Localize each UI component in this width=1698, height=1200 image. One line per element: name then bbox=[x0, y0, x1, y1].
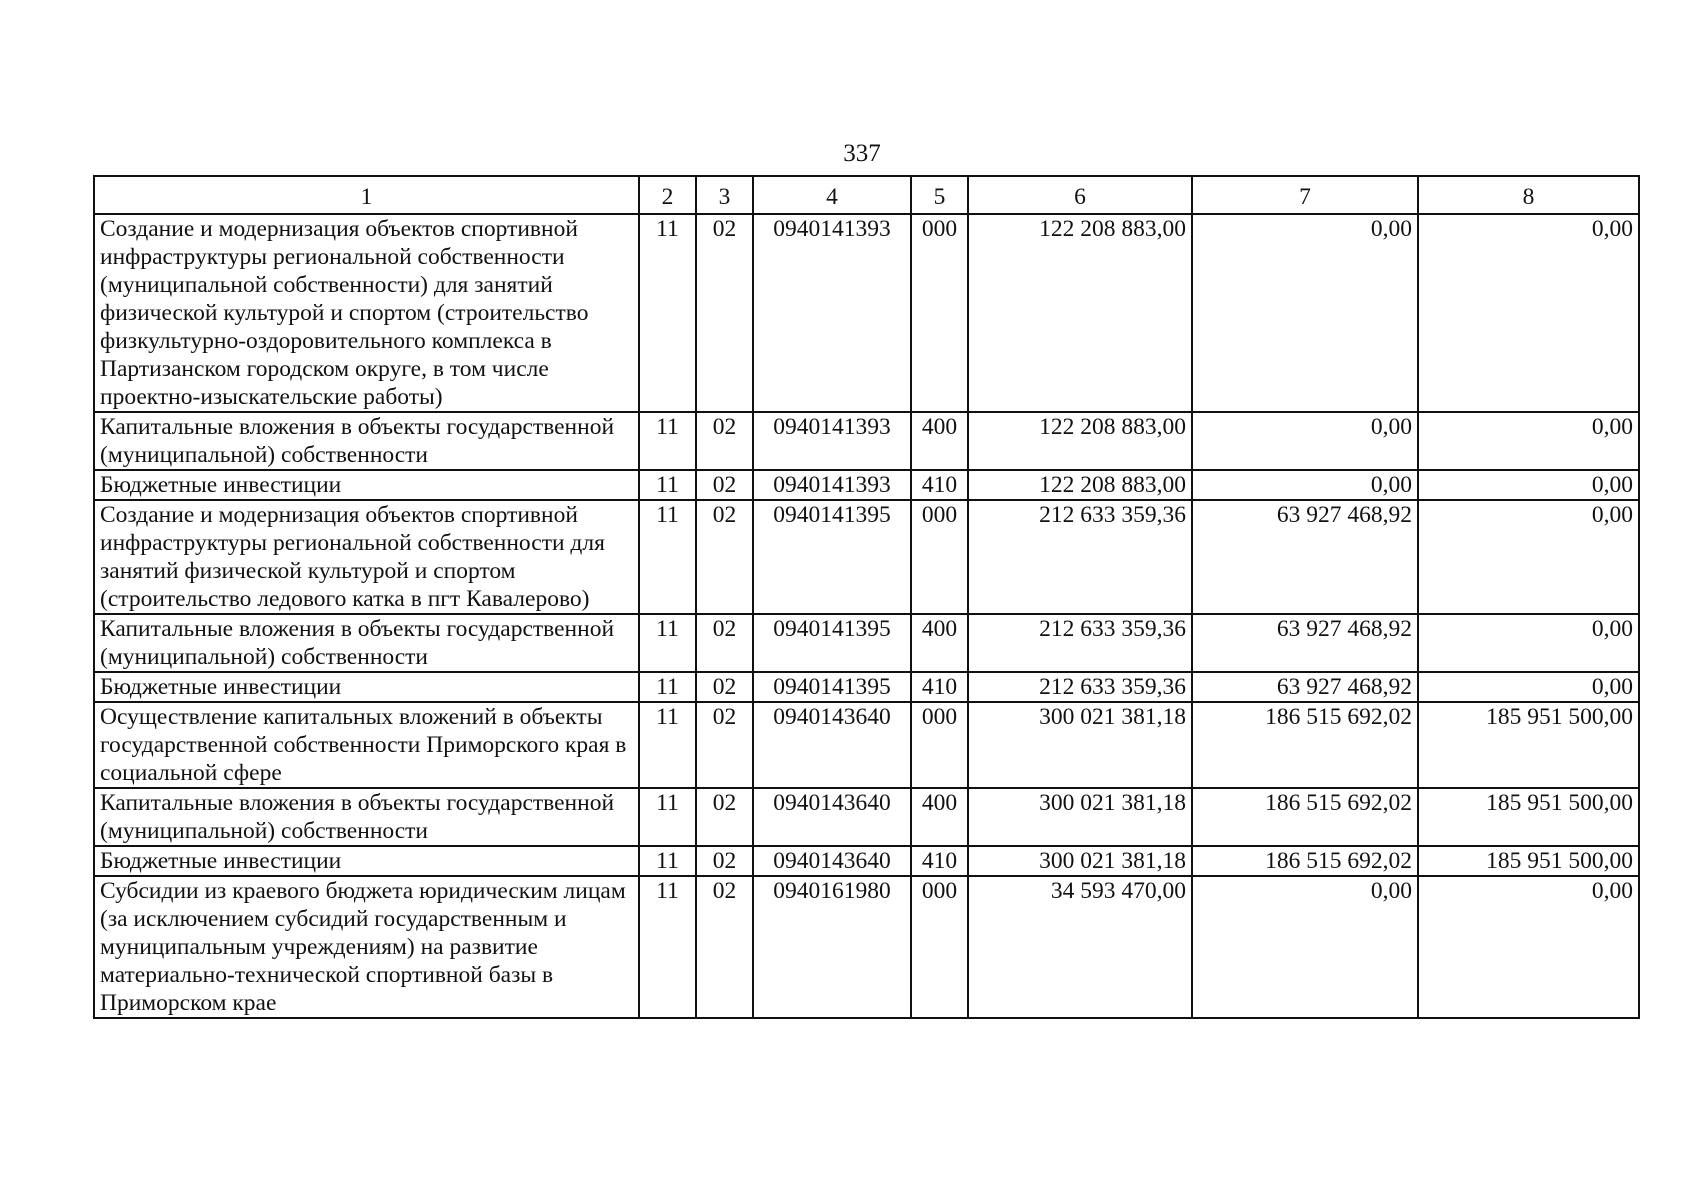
amount-column-7: 0,00 bbox=[1192, 412, 1418, 470]
section-code: 11 bbox=[639, 702, 696, 788]
section-code: 11 bbox=[639, 672, 696, 702]
column-header-2: 2 bbox=[639, 176, 696, 214]
section-code: 11 bbox=[639, 500, 696, 614]
expense-type-code: 410 bbox=[911, 672, 968, 702]
column-header-6: 6 bbox=[968, 176, 1192, 214]
subsection-code: 02 bbox=[696, 500, 753, 614]
amount-column-7: 63 927 468,92 bbox=[1192, 672, 1418, 702]
subsection-code: 02 bbox=[696, 672, 753, 702]
target-article-code: 0940141395 bbox=[753, 500, 911, 614]
subsection-code: 02 bbox=[696, 876, 753, 1018]
amount-column-7: 186 515 692,02 bbox=[1192, 846, 1418, 876]
section-code: 11 bbox=[639, 214, 696, 412]
subsection-code: 02 bbox=[696, 788, 753, 846]
amount-column-6: 300 021 381,18 bbox=[968, 702, 1192, 788]
section-code: 11 bbox=[639, 876, 696, 1018]
table-row bbox=[94, 214, 1639, 412]
amount-column-8: 185 951 500,00 bbox=[1418, 702, 1639, 788]
amount-column-8: 0,00 bbox=[1418, 470, 1639, 500]
expense-type-code: 000 bbox=[911, 702, 968, 788]
row-name: Создание и модернизация объектов спортивной инфраструктуры региональной собственности для занятий физической культурой и спортом (строительство ледового катка в пгт Кавалерово) bbox=[94, 500, 639, 614]
amount-column-7: 0,00 bbox=[1192, 214, 1418, 412]
amount-column-8: 185 951 500,00 bbox=[1418, 846, 1639, 876]
expense-type-code: 410 bbox=[911, 846, 968, 876]
table-row bbox=[94, 614, 1639, 672]
expense-type-code: 410 bbox=[911, 470, 968, 500]
amount-column-6: 122 208 883,00 bbox=[968, 412, 1192, 470]
expense-type-code: 400 bbox=[911, 614, 968, 672]
table-row bbox=[94, 702, 1639, 788]
row-name: Бюджетные инвестиции bbox=[94, 846, 639, 876]
row-name: Бюджетные инвестиции bbox=[94, 470, 639, 500]
amount-column-6: 212 633 359,36 bbox=[968, 500, 1192, 614]
column-header-7: 7 bbox=[1192, 176, 1418, 214]
subsection-code: 02 bbox=[696, 470, 753, 500]
amount-column-7: 63 927 468,92 bbox=[1192, 614, 1418, 672]
row-name: Осуществление капитальных вложений в объекты государственной собственности Приморского края в социальной сфере bbox=[94, 702, 639, 788]
table-row bbox=[94, 470, 1639, 500]
amount-column-8: 185 951 500,00 bbox=[1418, 788, 1639, 846]
table-row bbox=[94, 500, 1639, 614]
amount-column-8: 0,00 bbox=[1418, 214, 1639, 412]
amount-column-6: 300 021 381,18 bbox=[968, 846, 1192, 876]
section-code: 11 bbox=[639, 788, 696, 846]
budget-table bbox=[93, 175, 1640, 1019]
row-name: Создание и модернизация объектов спортивной инфраструктуры региональной собственности (муниципальной собственности) для занятий физической культурой и спортом (строительство физкультурно-оздоровительного комплекса в Партизанском городском округе, в том числе проектно-изыскательские работы) bbox=[94, 214, 639, 412]
target-article-code: 0940143640 bbox=[753, 846, 911, 876]
amount-column-7: 186 515 692,02 bbox=[1192, 702, 1418, 788]
subsection-code: 02 bbox=[696, 614, 753, 672]
amount-column-8: 0,00 bbox=[1418, 614, 1639, 672]
target-article-code: 0940141393 bbox=[753, 470, 911, 500]
expense-type-code: 000 bbox=[911, 214, 968, 412]
column-header-5: 5 bbox=[911, 176, 968, 214]
row-name: Капитальные вложения в объекты государственной (муниципальной) собственности bbox=[94, 788, 639, 846]
amount-column-8: 0,00 bbox=[1418, 412, 1639, 470]
amount-column-7: 0,00 bbox=[1192, 876, 1418, 1018]
expense-type-code: 000 bbox=[911, 500, 968, 614]
expense-type-code: 000 bbox=[911, 876, 968, 1018]
amount-column-6: 300 021 381,18 bbox=[968, 788, 1192, 846]
column-header-8: 8 bbox=[1418, 176, 1639, 214]
target-article-code: 0940141393 bbox=[753, 412, 911, 470]
subsection-code: 02 bbox=[696, 846, 753, 876]
expense-type-code: 400 bbox=[911, 412, 968, 470]
amount-column-6: 212 633 359,36 bbox=[968, 672, 1192, 702]
amount-column-6: 122 208 883,00 bbox=[968, 470, 1192, 500]
target-article-code: 0940141395 bbox=[753, 614, 911, 672]
target-article-code: 0940161980 bbox=[753, 876, 911, 1018]
amount-column-8: 0,00 bbox=[1418, 876, 1639, 1018]
subsection-code: 02 bbox=[696, 412, 753, 470]
section-code: 11 bbox=[639, 412, 696, 470]
amount-column-8: 0,00 bbox=[1418, 672, 1639, 702]
amount-column-7: 63 927 468,92 bbox=[1192, 500, 1418, 614]
target-article-code: 0940143640 bbox=[753, 788, 911, 846]
amount-column-6: 122 208 883,00 bbox=[968, 214, 1192, 412]
amount-column-7: 186 515 692,02 bbox=[1192, 788, 1418, 846]
section-code: 11 bbox=[639, 846, 696, 876]
target-article-code: 0940141393 bbox=[753, 214, 911, 412]
amount-column-7: 0,00 bbox=[1192, 470, 1418, 500]
table-row bbox=[94, 876, 1639, 1018]
amount-column-6: 212 633 359,36 bbox=[968, 614, 1192, 672]
amount-column-8: 0,00 bbox=[1418, 500, 1639, 614]
subsection-code: 02 bbox=[696, 214, 753, 412]
column-header-3: 3 bbox=[696, 176, 753, 214]
table-row bbox=[94, 412, 1639, 470]
section-code: 11 bbox=[639, 614, 696, 672]
row-name: Субсидии из краевого бюджета юридическим лицам (за исключением субсидий государственным и муниципальным учреждениям) на развитие материально-технической спортивной базы в Приморском крае bbox=[94, 876, 639, 1018]
row-name: Бюджетные инвестиции bbox=[94, 672, 639, 702]
column-header-1: 1 bbox=[94, 176, 639, 214]
column-header-4: 4 bbox=[753, 176, 911, 214]
subsection-code: 02 bbox=[696, 702, 753, 788]
target-article-code: 0940141395 bbox=[753, 672, 911, 702]
section-code: 11 bbox=[639, 470, 696, 500]
amount-column-6: 34 593 470,00 bbox=[968, 876, 1192, 1018]
target-article-code: 0940143640 bbox=[753, 702, 911, 788]
table-row bbox=[94, 788, 1639, 846]
table-row bbox=[94, 846, 1639, 876]
header-row bbox=[94, 176, 1639, 214]
expense-type-code: 400 bbox=[911, 788, 968, 846]
page-number: 337 bbox=[843, 140, 881, 167]
table-row bbox=[94, 672, 1639, 702]
row-name: Капитальные вложения в объекты государственной (муниципальной) собственности bbox=[94, 614, 639, 672]
row-name: Капитальные вложения в объекты государственной (муниципальной) собственности bbox=[94, 412, 639, 470]
